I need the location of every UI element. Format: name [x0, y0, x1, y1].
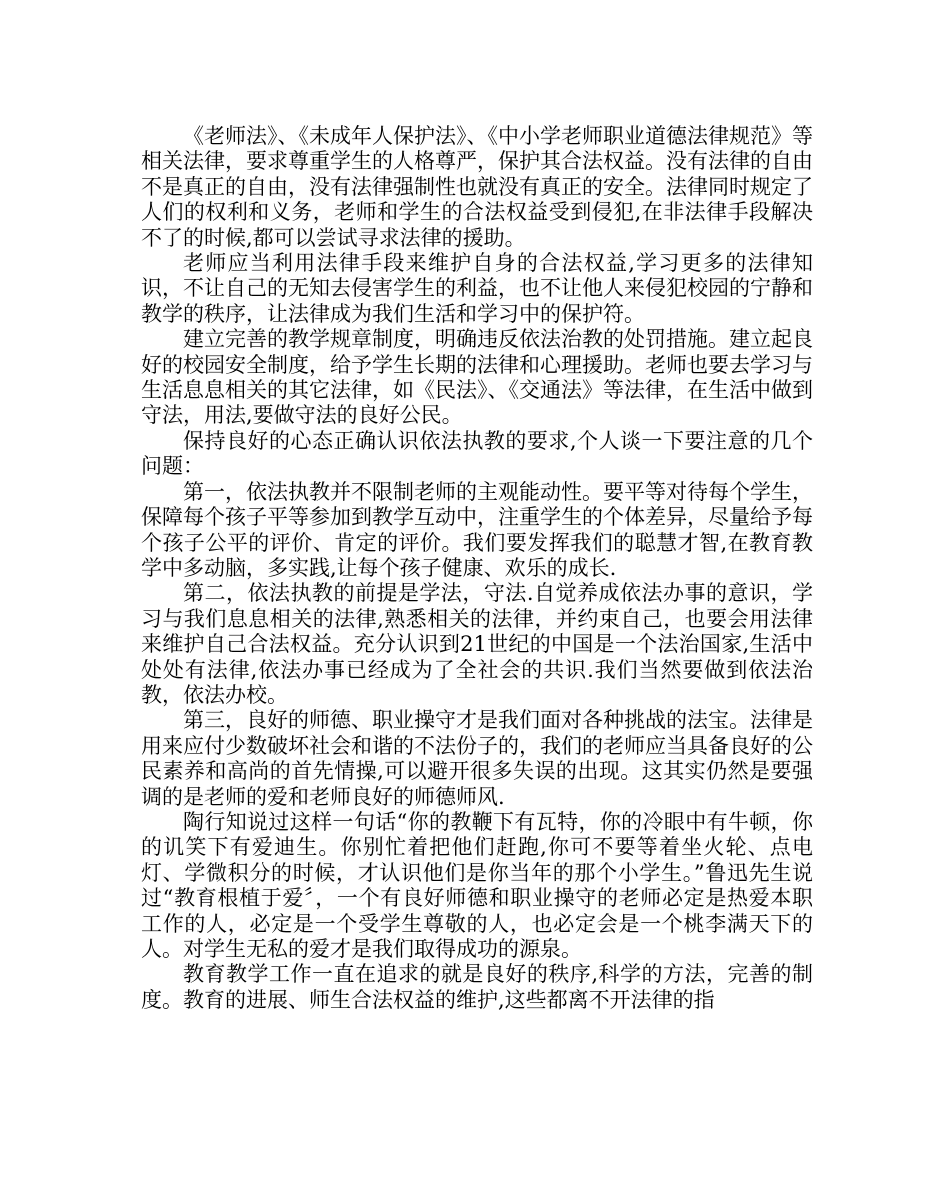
paragraph-7: 第三，良好的师德、职业操守才是我们面对各种挑战的法宝。法律是用来应付少数破坏社会和谐的不法份子的，我们的老师应当具备良好的公民素养和高尚的首先情操,可以避开很多失误的出现。这其实仍然是要强调的是老师的爱和老师良好的师德师风.	[141, 708, 813, 809]
paragraph-1: 《老师法》、《未成年人保护法》、《中小学老师职业道德法律规范》等相关法律，要求尊重学生的人格尊严，保护其合法权益。没有法律的自由不是真正的自由，没有法律强制性也就没有真正的安全。法律同时规定了人们的权利和义务，老师和学生的合法权益受到侵犯,在非法律手段解决不了的时候,都可以尝试寻求法律的援助。	[141, 124, 813, 250]
paragraph-5: 第一，依法执教并不限制老师的主观能动性。要平等对待每个学生，保障每个孩子平等参加到教学互动中，注重学生的个体差异，尽量给予每个孩子公平的评价、肯定的评价。我们要发挥我们的聪慧才智,在教育教学中多动脑，多实践,让每个孩子健康、欢乐的成长.	[141, 479, 813, 580]
paragraph-8: 陶行知说过这样一句话“你的教鞭下有瓦特，你的冷眼中有牛顿，你的讥笑下有爱迪生。你别忙着把他们赶跑,你可不要等着坐火轮、点电灯、学微积分的时候，才认识他们是你当年的那个小学生。”鲁迅先生说过“教育根植于爱〞，一个有良好师德和职业操守的老师必定是热爱本职工作的人，必定是一个受学生尊敬的人，也必定会是一个桃李满天下的人。对学生无私的爱才是我们取得成功的源泉。	[141, 809, 813, 961]
document-body	[141, 124, 813, 1013]
paragraph-4: 保持良好的心态正确认识依法执教的要求,个人谈一下要注意的几个问题：	[141, 428, 813, 479]
paragraph-9: 教育教学工作一直在追求的就是良好的秩序,科学的方法，完善的制度。教育的进展、师生合法权益的维护,这些都离不开法律的指	[141, 962, 813, 1012]
paragraph-2: 老师应当利用法律手段来维护自身的合法权益,学习更多的法律知识，不让自己的无知去侵害学生的利益，也不让他人来侵犯校园的宁静和教学的秩序，让法律成为我们生活和学习中的保护符。	[141, 251, 813, 326]
paragraph-3: 建立完善的教学规章制度，明确违反依法治教的处罚措施。建立起良好的校园安全制度，给予学生长期的法律和心理援助。老师也要去学习与生活息息相关的其它法律，如《民法》、《交通法》等法律，在生活中做到守法，用法,要做守法的良好公民。	[141, 327, 813, 428]
paragraph-6: 第二，依法执教的前提是学法，守法.自觉养成依法办事的意识，学习与我们息息相关的法律,熟悉相关的法律，并约束自己，也要会用法律来维护自己合法权益。充分认识到21世纪的中国是一个法治国家,生活中处处有法律,依法办事已经成为了全社会的共识.我们当然要做到依法治教，依法办校。	[141, 581, 813, 707]
